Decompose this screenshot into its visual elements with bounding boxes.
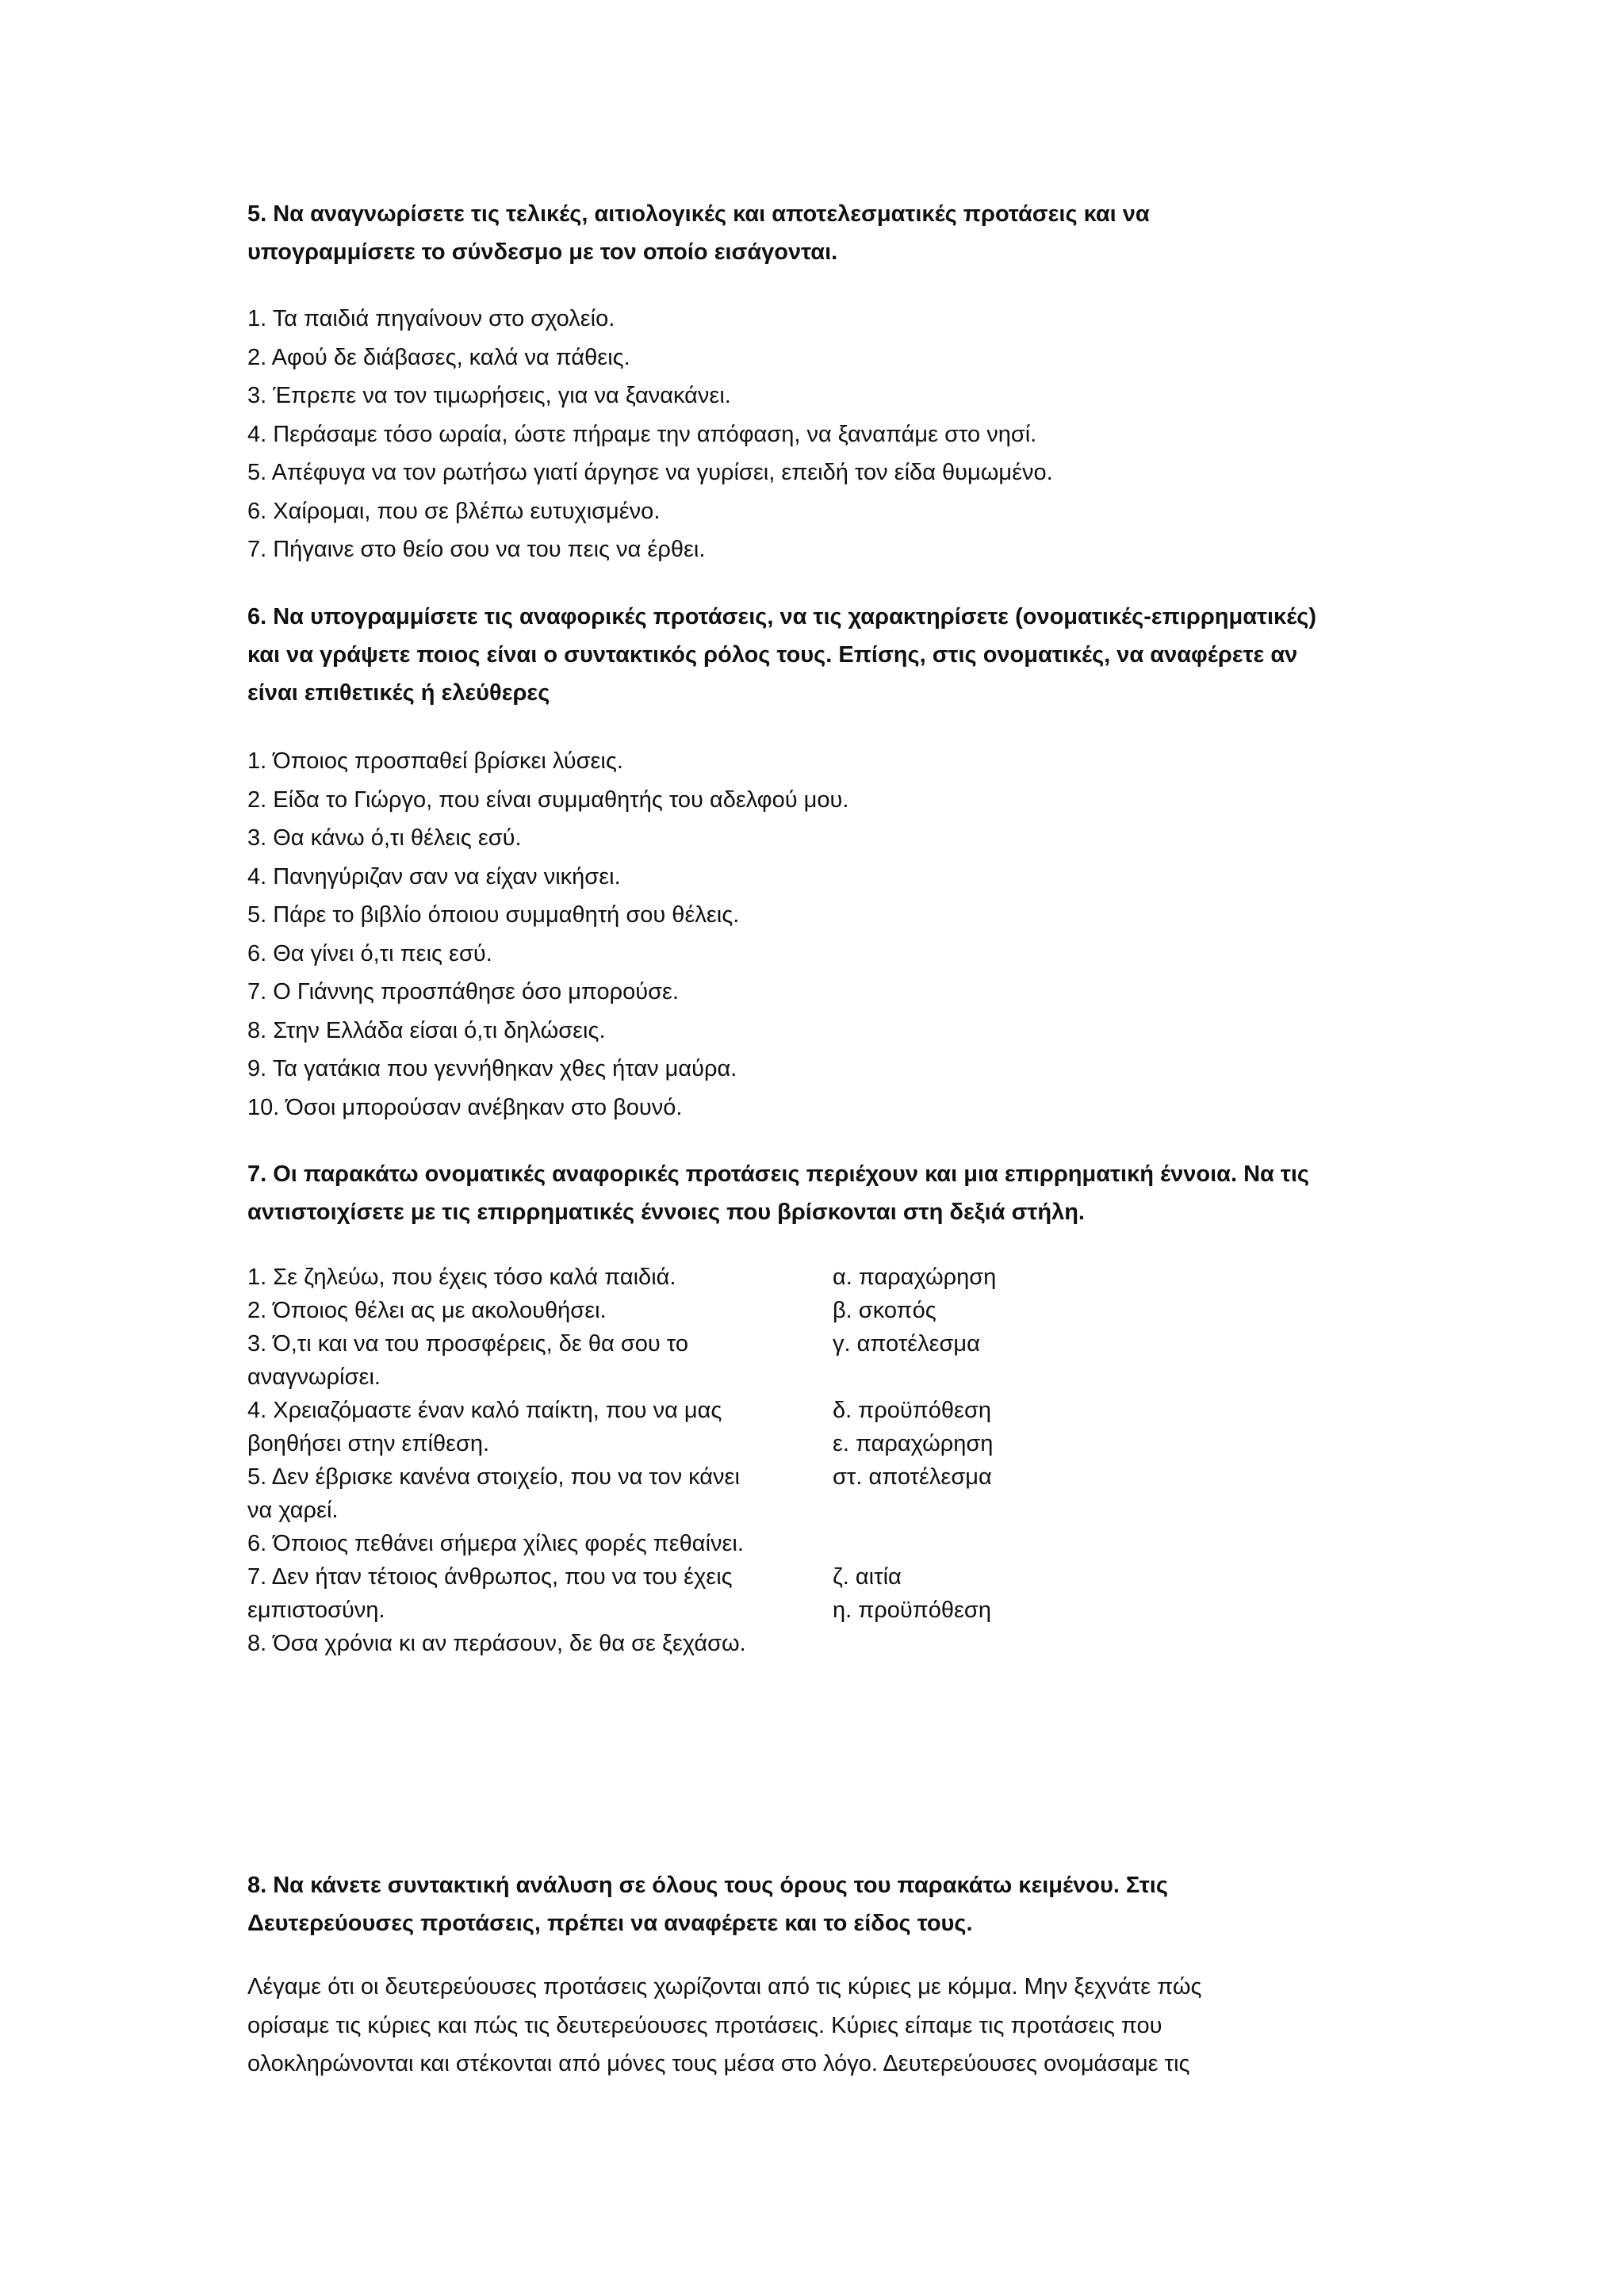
- exercise-6-list: [247, 742, 1389, 1127]
- right-cell: [833, 1627, 1389, 1660]
- exercise-6-list-container: [247, 742, 1389, 1127]
- list-item: 6. Θα γίνει ό,τι πεις εσύ.: [247, 940, 492, 966]
- exercise-7-heading-line-2: αντιστοιχίσετε με τις επιρρηματικές έννοιες που βρίσκονται στη δεξιά στήλη.: [247, 1200, 1085, 1225]
- left-cell: αναγνωρίσει.: [247, 1364, 381, 1390]
- text-line: ολοκληρώνονται και στέκονται από μόνες τους μέσα στο λόγο. Δευτερεύουσες ονομάσαμε τις: [247, 2051, 1190, 2076]
- list-item: 3. Έπρεπε να τον τιμωρήσεις, για να ξανακάνει.: [247, 383, 731, 408]
- left-cell: 4. Χρειαζόμαστε έναν καλό παίκτη, που να μας: [247, 1398, 722, 1423]
- left-cell: 2. Όποιος θέλει ας με ακολουθήσει.: [247, 1298, 607, 1323]
- list-item: 4. Περάσαμε τόσο ωραία, ώστε πήραμε την απόφαση, να ξαναπάμε στο νησί.: [247, 421, 1037, 447]
- left-cell: εμπιστοσύνη.: [247, 1598, 385, 1623]
- table-row: [247, 1394, 1389, 1427]
- left-cell: βοηθήσει στην επίθεση.: [247, 1431, 490, 1456]
- right-cell: γ. αποτέλεσμα: [833, 1331, 980, 1357]
- exercise-8-text: [247, 1968, 1389, 2084]
- list-item: 9. Τα γατάκια που γεννήθηκαν χθες ήταν μαύρα.: [247, 1056, 737, 1081]
- table-row: [247, 1427, 1389, 1460]
- table-row: [247, 1627, 1389, 1660]
- left-cell: 5. Δεν έβρισκε κανένα στοιχείο, που να τον κάνει: [247, 1464, 740, 1490]
- list-item: 10. Όσοι μπορούσαν ανέβηκαν στο βουνό.: [247, 1094, 683, 1120]
- right-cell: [833, 1494, 1389, 1527]
- left-cell: 1. Σε ζηλεύω, που έχεις τόσο καλά παιδιά.: [247, 1265, 676, 1290]
- table-row: [247, 1594, 1389, 1627]
- list-item: 1. Όποιος προσπαθεί βρίσκει λύσεις.: [247, 748, 623, 774]
- exercise-8-heading: [247, 1866, 1389, 1942]
- table-row: [247, 1460, 1389, 1494]
- list-item: 3. Θα κάνω ό,τι θέλεις εσύ.: [247, 825, 522, 851]
- text-line: ορίσαμε τις κύριες και πώς τις δευτερεύουσες προτάσεις. Κύριες είπαμε τις προτάσεις που: [247, 2012, 1162, 2038]
- list-item: 1. Τα παιδιά πηγαίνουν στο σχολείο.: [247, 306, 615, 331]
- list-item: 2. Αφού δε διάβασες, καλά να πάθεις.: [247, 344, 630, 370]
- exercise-5-list-container: [247, 300, 1389, 569]
- exercise-6-heading-line-3: είναι επιθετικές ή ελεύθερες: [247, 680, 550, 706]
- exercise-8-heading-line-1: 8. Να κάνετε συντακτική ανάλυση σε όλους τους όρους του παρακάτω κειμένου. Στις: [247, 1873, 1168, 1898]
- exercise-7-heading: [247, 1155, 1389, 1231]
- exercise-5-heading: [247, 195, 1389, 271]
- table-row: [247, 1327, 1389, 1360]
- list-item: 6. Χαίρομαι, που σε βλέπω ευτυχισμένο.: [247, 498, 661, 524]
- right-cell: στ. αποτέλεσμα: [833, 1464, 992, 1490]
- table-row: [247, 1527, 1389, 1560]
- left-cell: 8. Όσα χρόνια κι αν περάσουν, δε θα σε ξεχάσω.: [247, 1631, 746, 1656]
- right-cell: ζ. αιτία: [833, 1564, 902, 1590]
- text-line: Λέγαμε ότι οι δευτερεύουσες προτάσεις χωρίζονται από τις κύριες με κόμμα. Μην ξεχνάτε πώς: [247, 1974, 1202, 1999]
- right-cell: δ. προϋπόθεση: [833, 1398, 991, 1423]
- table-row: [247, 1494, 1389, 1527]
- right-cell: ε. παραχώρηση: [833, 1431, 994, 1456]
- exercise-7-heading-line-1: 7. Οι παρακάτω ονοματικές αναφορικές προτάσεις περιέχουν και μια επιρρηματική έννοια. Να τις: [247, 1161, 1309, 1187]
- exercise-6-heading-line-1: 6. Να υπογραμμίσετε τις αναφορικές προτάσεις, να τις χαρακτηρίσετε (ονοματικές-επιρρηματικές): [247, 604, 1317, 629]
- list-item: 5. Απέφυγα να τον ρωτήσω γιατί άργησε να γυρίσει, επειδή τον είδα θυμωμένο.: [247, 460, 1053, 485]
- list-item: 8. Στην Ελλάδα είσαι ό,τι δηλώσεις.: [247, 1017, 606, 1043]
- right-cell: α. παραχώρηση: [833, 1265, 997, 1290]
- exercise-5-list: [247, 300, 1389, 569]
- right-cell: [833, 1360, 1389, 1394]
- table-row: [247, 1560, 1389, 1594]
- table-row: [247, 1261, 1389, 1294]
- table-row: [247, 1294, 1389, 1327]
- exercise-5-heading-line-1: 5. Να αναγνωρίσετε τις τελικές, αιτιολογικές και αποτελεσματικές προτάσεις και να: [247, 201, 1150, 227]
- exercise-8-heading-line-2: Δευτερεύουσες προτάσεις, πρέπει να αναφέρετε και το είδος τους.: [247, 1911, 973, 1936]
- list-item: 2. Είδα το Γιώργο, που είναι συμμαθητής του αδελφού μου.: [247, 786, 849, 813]
- exercise-7-matching-table: [247, 1261, 1389, 1660]
- right-cell: β. σκοπός: [833, 1298, 936, 1323]
- right-cell: [833, 1527, 1389, 1560]
- list-item: 4. Πανηγύριζαν σαν να είχαν νικήσει.: [247, 863, 621, 890]
- right-cell: η. προϋπόθεση: [833, 1598, 991, 1623]
- list-item: 5. Πάρε το βιβλίο όποιου συμμαθητή σου θέλεις.: [247, 902, 740, 928]
- list-item: 7. Πήγαινε στο θείο σου να του πεις να έρθει.: [247, 537, 706, 562]
- list-item: 7. Ο Γιάννης προσπάθησε όσο μπορούσε.: [247, 979, 680, 1004]
- exercise-6-heading-line-2: και να γράψετε ποιος είναι ο συντακτικός ρόλος τους. Επίσης, στις ονοματικές, να αναφέρετε αν: [247, 642, 1298, 668]
- left-cell: 7. Δεν ήταν τέτοιος άνθρωπος, που να του έχεις: [247, 1564, 733, 1590]
- left-cell: να χαρεί.: [247, 1498, 339, 1523]
- exercise-5-heading-line-2: υπογραμμίσετε το σύνδεσμο με τον οποίο εισάγονται.: [247, 239, 838, 265]
- exercise-6-heading: [247, 598, 1389, 712]
- left-cell: 3. Ό,τι και να του προσφέρεις, δε θα σου το: [247, 1331, 688, 1357]
- left-cell: 6. Όποιος πεθάνει σήμερα χίλιες φορές πεθαίνει.: [247, 1531, 744, 1556]
- table-row: [247, 1360, 1389, 1394]
